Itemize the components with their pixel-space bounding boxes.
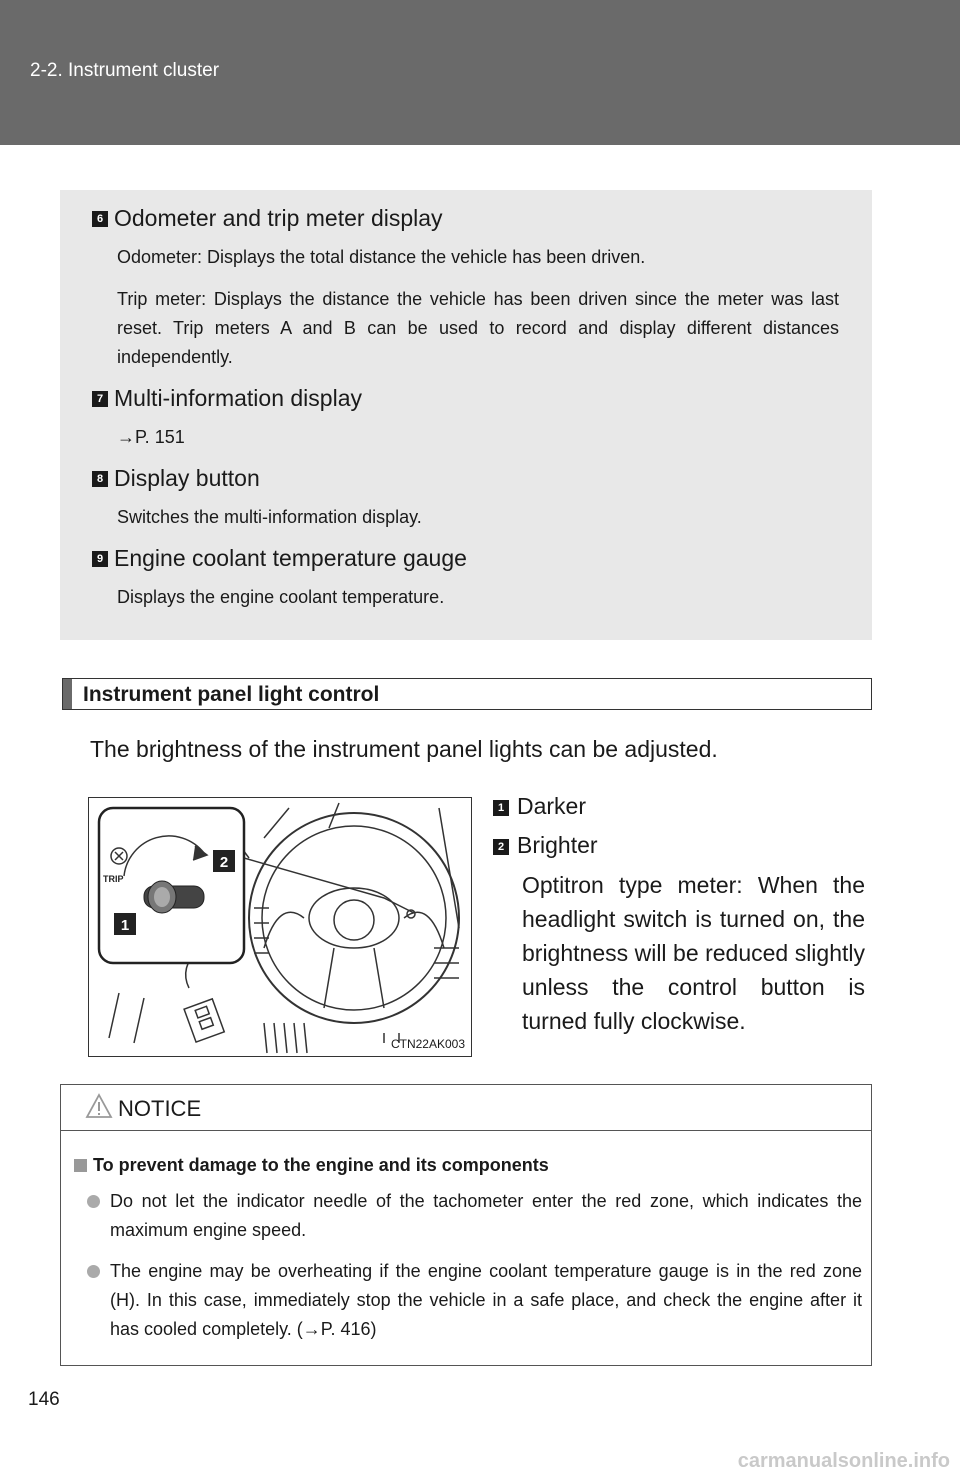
notice-bullet-text: The engine may be overheating if the engine coolant temperature gauge is in the red zone (H). In this case, immediately stop the vehicle in a safe place, and check the engine after it has cooled completely. (→P. 416)	[110, 1261, 862, 1339]
item-title: Display button	[114, 465, 260, 491]
square-bullet-icon	[74, 1159, 87, 1172]
item-title: Engine coolant temperature gauge	[114, 545, 467, 571]
item-title: Odometer and trip meter display	[114, 205, 443, 231]
section-heading	[62, 678, 872, 710]
bullet-dot-icon	[87, 1195, 100, 1208]
item-number-badge: 7	[92, 391, 108, 407]
item-number-badge: 8	[92, 471, 108, 487]
dashboard-drawing	[89, 798, 471, 1056]
brightness-description: Optitron type meter: When the headlight switch is turned on, the brightness will be reduced slightly unless the control button is turned fully clockwise.	[522, 872, 865, 1034]
list-item-label: Brighter	[517, 832, 598, 858]
list-item-darker	[493, 793, 586, 820]
figure-code: CTN22AK003	[390, 1037, 465, 1051]
list-item-brighter	[493, 832, 598, 859]
item-odometer	[92, 205, 443, 232]
page-reference-link[interactable]: →P. 151	[117, 427, 185, 447]
section-breadcrumb: 2-2. Instrument cluster	[30, 60, 220, 81]
instrument-panel-illustration	[88, 797, 472, 1057]
page-number: 146	[28, 1389, 60, 1410]
list-number-badge: 2	[493, 839, 509, 855]
list-item-label: Darker	[517, 793, 587, 819]
item-coolant-gauge	[92, 545, 467, 572]
item-description: Displays the engine coolant temperature.	[117, 587, 445, 607]
section-heading-bar	[63, 679, 72, 709]
trip-label: TRIP	[103, 874, 124, 884]
notice-subtitle-text: To prevent damage to the engine and its components	[93, 1155, 549, 1175]
item-title: Multi-information display	[114, 385, 362, 411]
callout-badge-2: 2	[219, 854, 229, 871]
section-intro: The brightness of the instrument panel lights can be adjusted.	[90, 736, 718, 762]
notice-bullet-text: Do not let the indicator needle of the tachometer enter the red zone, which indicates the maximum engine speed.	[110, 1191, 862, 1240]
notice-subtitle	[74, 1155, 549, 1176]
item-multi-info	[92, 385, 362, 412]
item-description: Switches the multi-information display.	[117, 507, 422, 527]
notice-header	[61, 1085, 871, 1131]
warning-icon	[85, 1093, 113, 1119]
notice-bullet	[87, 1187, 862, 1245]
item-display-button	[92, 465, 260, 492]
item-number-badge: 6	[92, 211, 108, 227]
bullet-dot-icon	[87, 1265, 100, 1278]
callout-badge-1: 1	[120, 917, 130, 934]
notice-title: NOTICE	[118, 1096, 202, 1121]
item-description: Odometer: Displays the total distance the vehicle has been driven.	[117, 247, 646, 267]
item-number-badge: 9	[92, 551, 108, 567]
notice-box	[60, 1084, 872, 1366]
page-header	[0, 0, 960, 145]
section-title: Instrument panel light control	[83, 683, 380, 706]
notice-bullet	[87, 1257, 862, 1344]
list-number-badge: 1	[493, 800, 509, 816]
item-description: Trip meter: Displays the distance the vehicle has been driven since the meter was last reset. Trip meters A and B can be used to record and display different distances independently.	[117, 289, 839, 367]
footer-watermark[interactable]: carmanualsonline.info	[737, 1450, 950, 1472]
